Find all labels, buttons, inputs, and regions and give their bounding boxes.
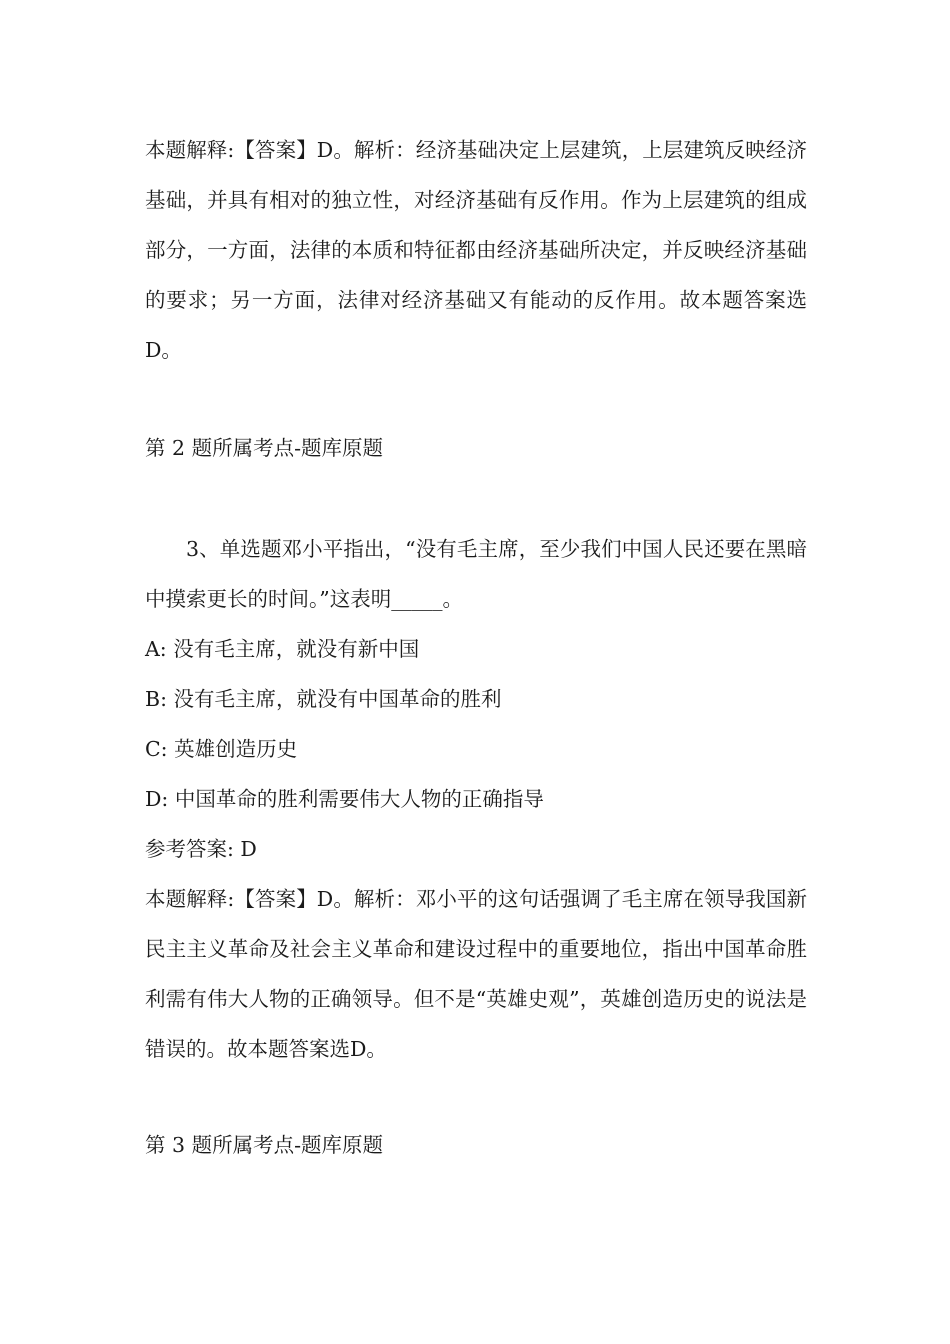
option-b: B: 没有毛主席，就没有中国革命的胜利 [145, 687, 502, 711]
question-3-block [145, 524, 807, 1074]
option-d: D: 中国革命的胜利需要伟大人物的正确指导 [145, 787, 544, 811]
previous-explanation-block [145, 125, 807, 375]
reference-answer: 参考答案: D [145, 837, 257, 861]
question-3-stem: 3、单选题邓小平指出，“没有毛主席，至少我们中国人民还要在黑暗中摸索更长的时间。”这表明_____。 [145, 537, 807, 611]
option-c: C: 英雄创造历史 [145, 737, 298, 761]
question-3-explanation: 本题解释:【答案】D。解析：邓小平的这句话强调了毛主席在领导我国新民主主义革命及社会主义革命和建设过程中的重要地位，指出中国革命胜利需有伟大人物的正确领导。但不是“英雄史观”，英雄创造历史的说法是错误的。故本题答案选D。 [145, 887, 807, 1061]
previous-explanation: 本题解释:【答案】D。解析：经济基础决定上层建筑，上层建筑反映经济基础，并具有相对的独立性，对经济基础有反作用。作为上层建筑的组成部分，一方面，法律的本质和特征都由经济基础所决定，并反映经济基础的要求；另一方面，法律对经济基础又有能动的反作用。故本题答案选D。 [145, 138, 807, 362]
section-2-heading: 第 2 题所属考点-题库原题 [145, 436, 384, 460]
option-a: A: 没有毛主席，就没有新中国 [145, 637, 420, 661]
section-2-block [145, 423, 807, 473]
section-3-block [145, 1120, 807, 1170]
section-3-heading: 第 3 题所属考点-题库原题 [145, 1133, 384, 1157]
